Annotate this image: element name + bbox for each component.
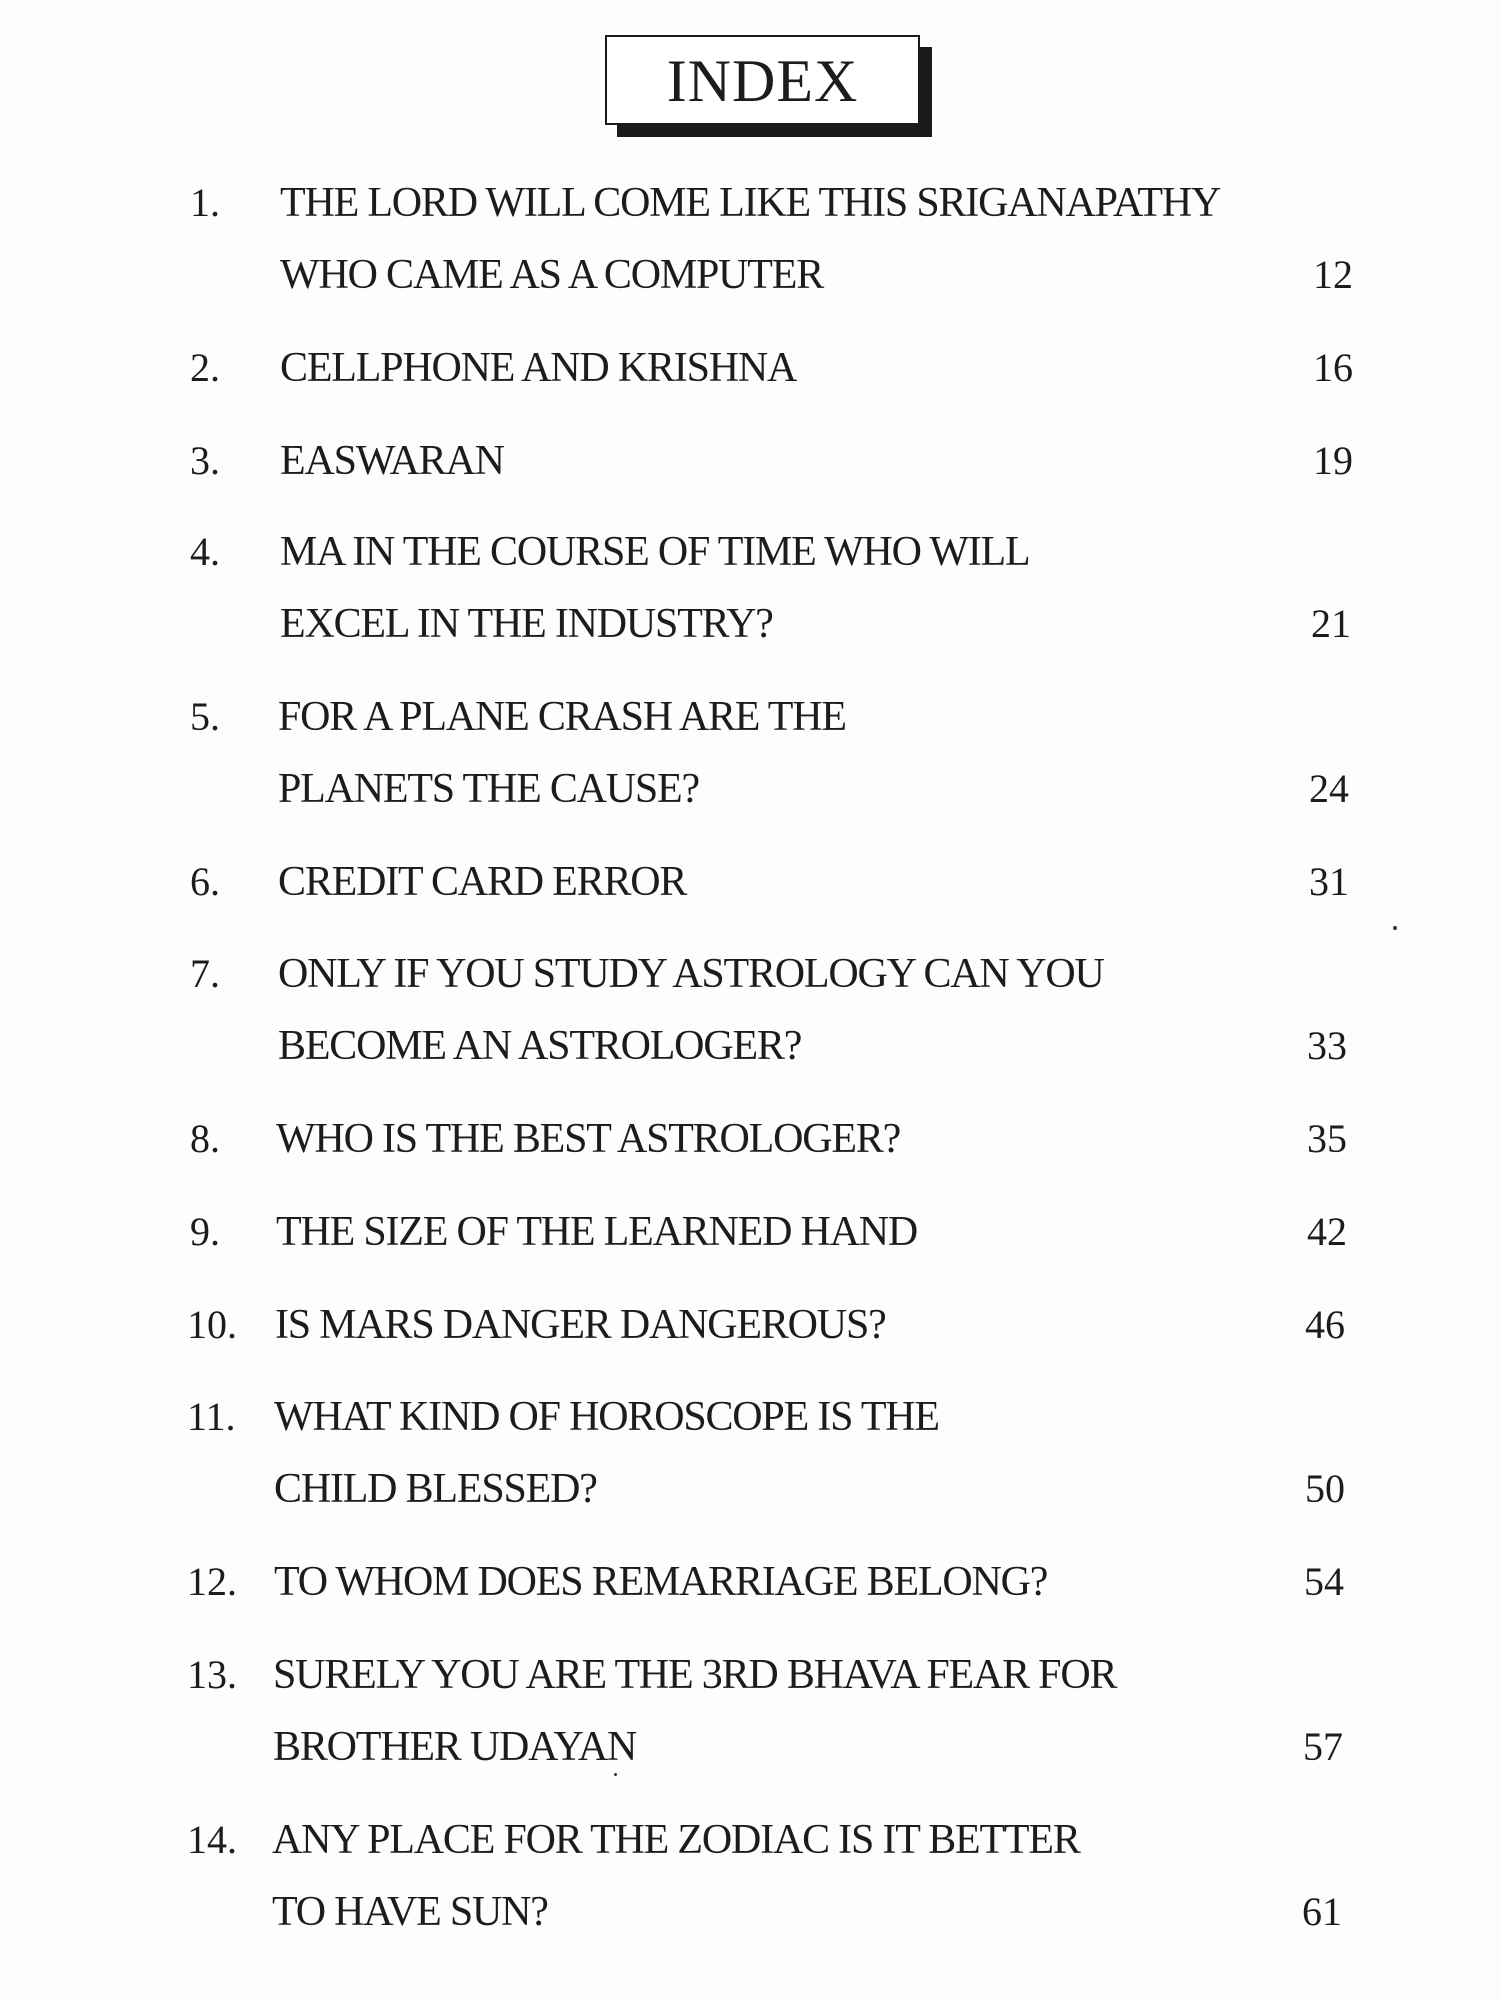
entry-page-number: 57 <box>1303 1724 1343 1769</box>
entry-title-line: ANY PLACE FOR THE ZODIAC IS IT BETTER <box>272 1817 1080 1863</box>
entry-page-number: 19 <box>1313 438 1353 483</box>
entry-page-number: 21 <box>1311 601 1351 646</box>
entry-number: 8. <box>190 1116 220 1161</box>
entry-page-number: 54 <box>1304 1559 1344 1604</box>
entry-title-line: SURELY YOU ARE THE 3RD BHAVA FEAR FOR <box>273 1652 1117 1698</box>
entry-page-number: 33 <box>1307 1023 1347 1068</box>
entry-page-number: 12 <box>1313 252 1353 297</box>
entry-title-line: MA IN THE COURSE OF TIME WHO WILL <box>280 529 1030 575</box>
entry-page-number: 35 <box>1307 1116 1347 1161</box>
entry-number: 4. <box>190 529 220 574</box>
entry-title-line: FOR A PLANE CRASH ARE THE <box>278 694 846 740</box>
entry-title-line: WHO CAME AS A COMPUTER <box>280 252 824 298</box>
entry-title-line: TO HAVE SUN? <box>272 1889 548 1935</box>
print-speck <box>614 1773 617 1776</box>
entry-number: 9. <box>190 1209 220 1254</box>
entry-number: 5. <box>190 694 220 739</box>
entry-title-line: CREDIT CARD ERROR <box>278 859 687 905</box>
entry-title-line: PLANETS THE CAUSE? <box>278 766 699 812</box>
page-title: INDEX <box>666 48 859 114</box>
entry-number: 1. <box>190 180 220 225</box>
entry-page-number: 42 <box>1307 1209 1347 1254</box>
entry-number: 3. <box>190 438 220 483</box>
entry-number: 7. <box>190 951 220 996</box>
entry-title-line: ONLY IF YOU STUDY ASTROLOGY CAN YOU <box>278 951 1104 997</box>
entry-page-number: 50 <box>1305 1466 1345 1511</box>
entry-number: 11. <box>187 1394 236 1439</box>
entry-title-line: CHILD BLESSED? <box>274 1466 597 1512</box>
entry-title-line: WHO IS THE BEST ASTROLOGER? <box>276 1116 901 1162</box>
entry-number: 6. <box>190 859 220 904</box>
entry-title-line: WHAT KIND OF HOROSCOPE IS THE <box>274 1394 939 1440</box>
entry-title-line: BECOME AN ASTROLOGER? <box>278 1023 802 1069</box>
entry-title-line: EASWARAN <box>280 438 504 484</box>
entry-title-line: EXCEL IN THE INDUSTRY? <box>280 601 773 647</box>
entry-title-line: TO WHOM DOES REMARRIAGE BELONG? <box>274 1559 1048 1605</box>
entry-title-line: THE LORD WILL COME LIKE THIS SRIGANAPATHY <box>280 180 1221 226</box>
entry-number: 12. <box>187 1559 237 1604</box>
entry-title-line: THE SIZE OF THE LEARNED HAND <box>276 1209 918 1255</box>
entry-page-number: 16 <box>1313 345 1353 390</box>
entry-page-number: 61 <box>1302 1889 1342 1934</box>
entry-number: 2. <box>190 345 220 390</box>
entry-title-line: IS MARS DANGER DANGEROUS? <box>275 1302 886 1348</box>
entry-number: 13. <box>187 1652 237 1697</box>
entry-page-number: 31 <box>1309 859 1349 904</box>
entry-title-line: CELLPHONE AND KRISHNA <box>280 345 797 391</box>
entry-number: 10. <box>187 1302 237 1347</box>
entry-page-number: 24 <box>1309 766 1349 811</box>
entry-page-number: 46 <box>1305 1302 1345 1347</box>
entry-number: 14. <box>187 1817 237 1862</box>
entry-title-line: BROTHER UDAYAN <box>273 1724 637 1770</box>
print-speck <box>1393 926 1397 930</box>
